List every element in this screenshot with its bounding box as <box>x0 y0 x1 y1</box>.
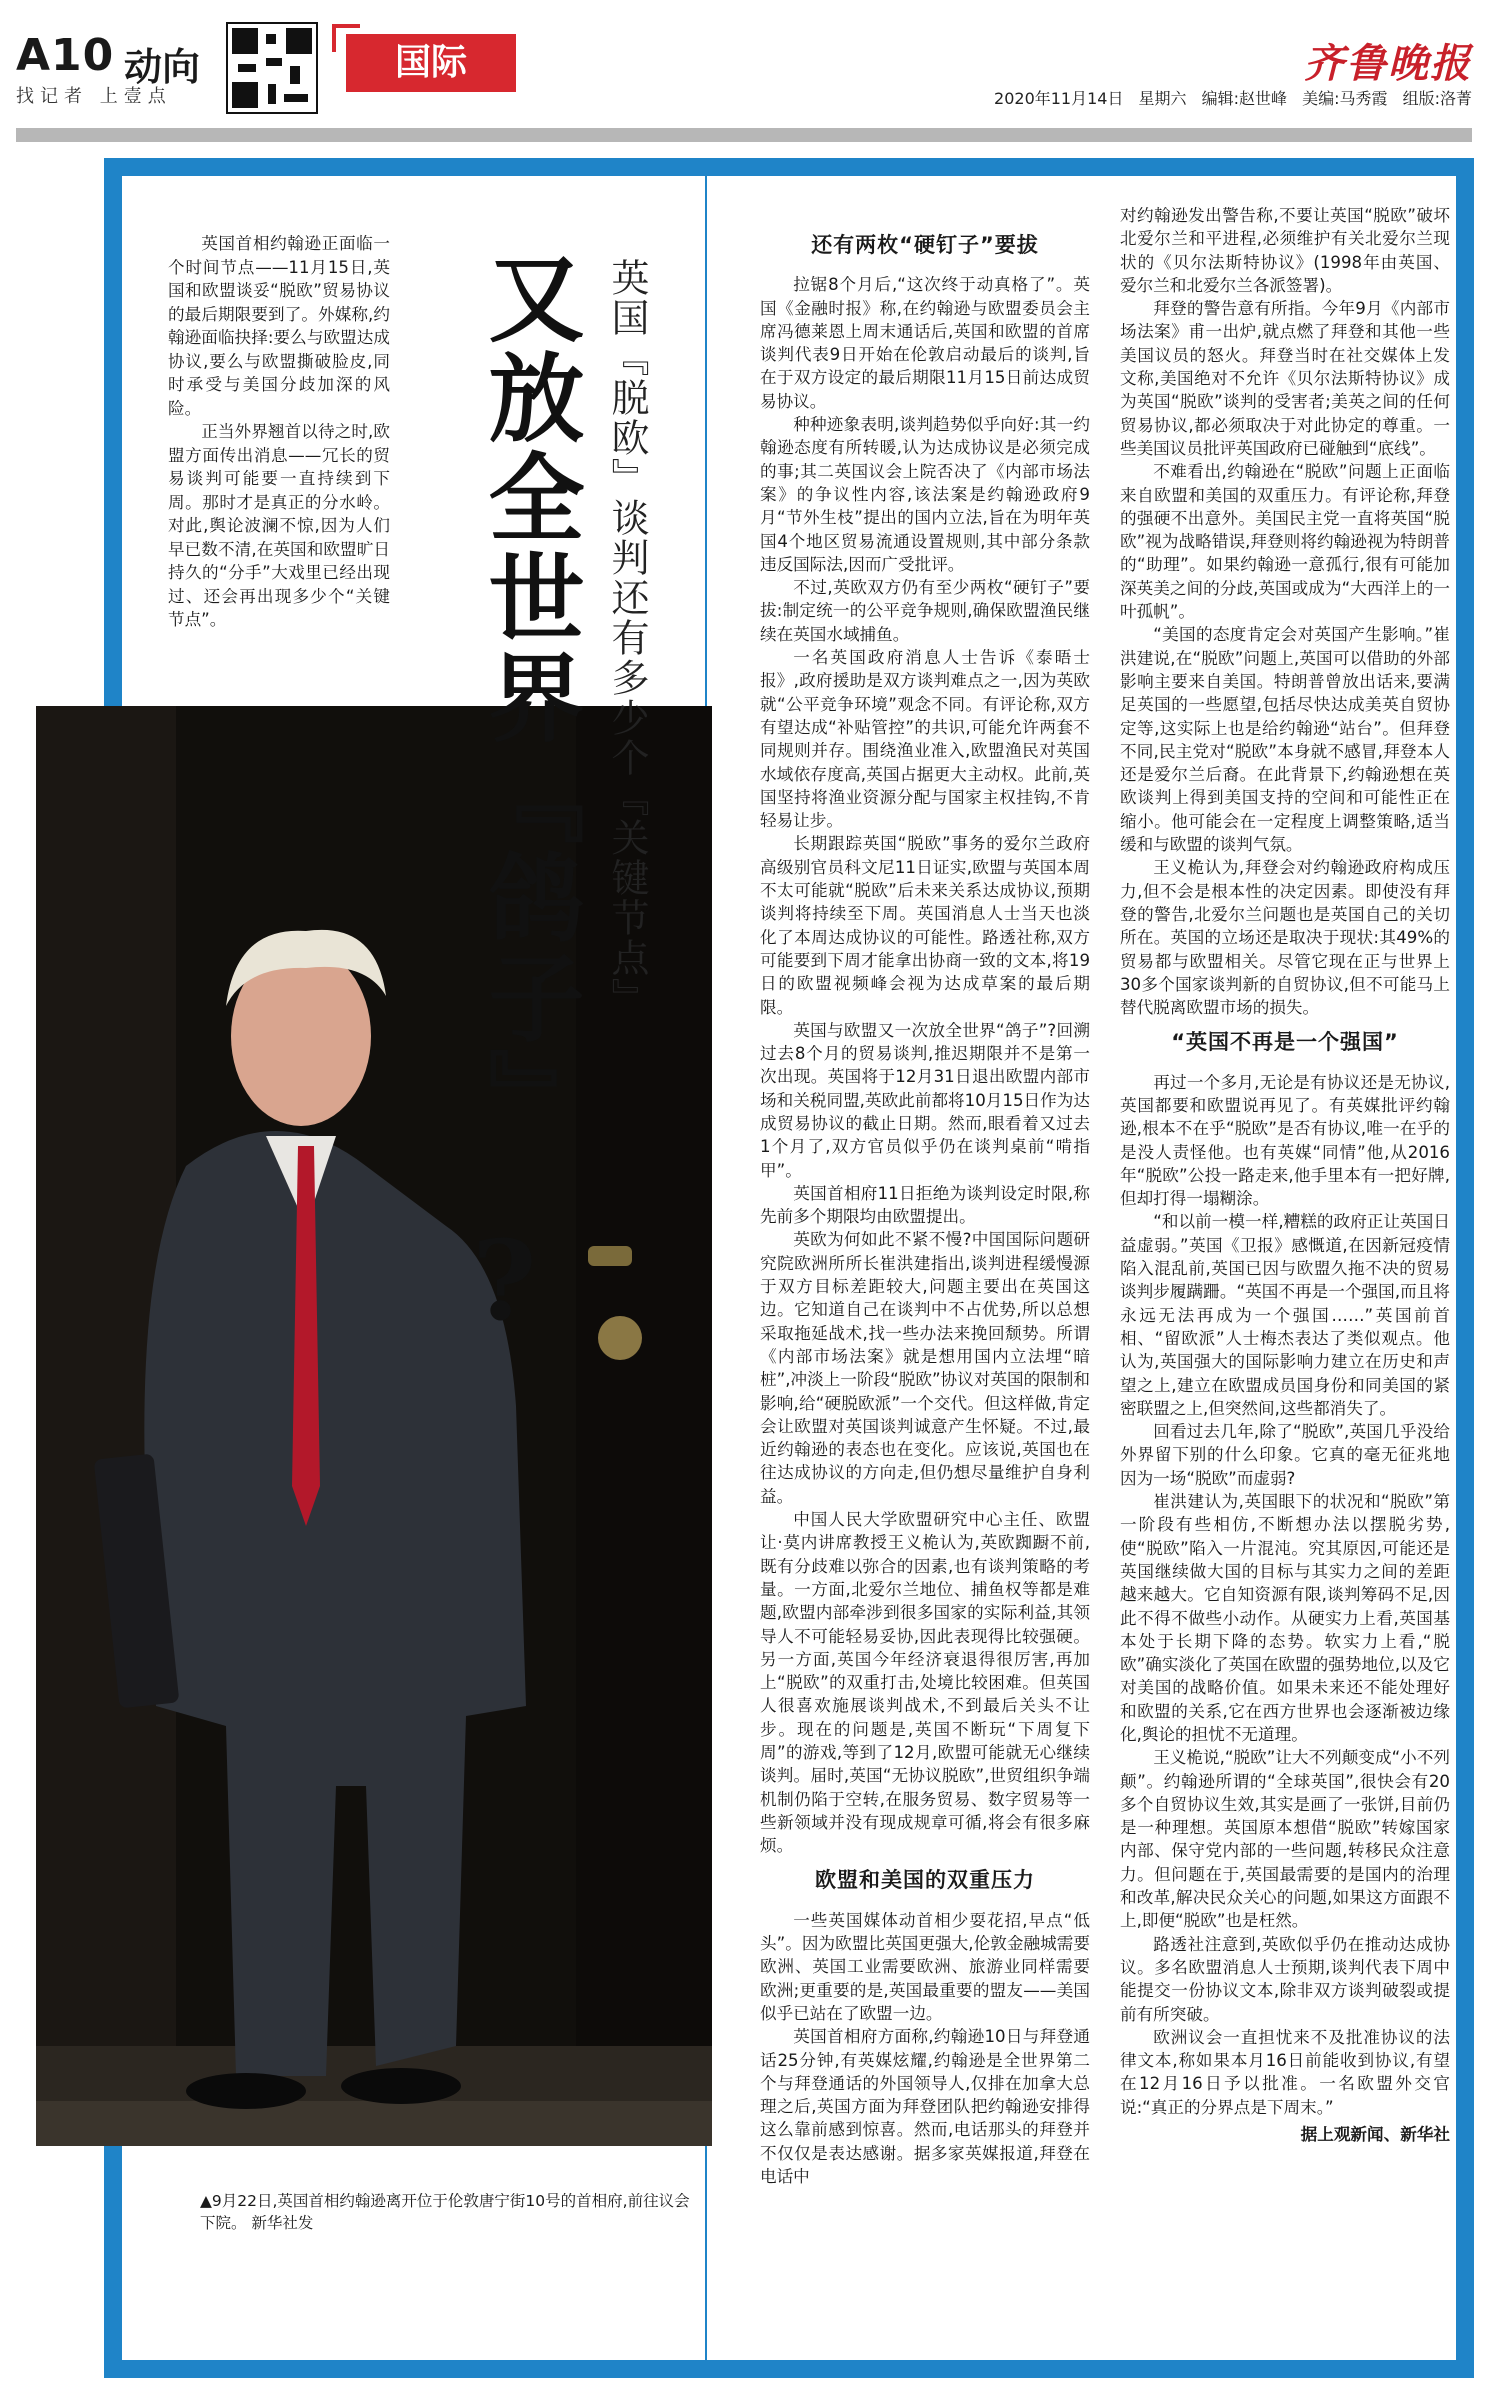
section-title: 欧盟和美国的双重压力 <box>815 1868 1035 1893</box>
body-paragraph: “美国的态度肯定会对英国产生影响。”崔洪建说,在“脱欧”问题上,英国可以借助的外部影响主要来自美国。特朗普曾放出话来,要满足英国的一些愿望,包括尽快达成美英自贸协定等,这实际上也是给约翰逊“站台”。但拜登不同,民主党对“脱欧”本身就不感冒,拜登本人还是爱尔兰后裔。在此背景下,约翰逊想在英欧谈判上得到美国支持的空间和可能性正在缩小。他可能会在一定程度上调整策略,适当缓和与欧盟的谈判气氛。 <box>1120 625 1450 855</box>
body-paragraph: 王义桅说,“脱欧”让大不列颠变成“小不列颠”。约翰逊所谓的“全球英国”,很快会有20多个自贸协议生效,其实是画了一张饼,目前仍是一种理想。英国原本想借“脱欧”转嫁国家内部、保守党内部的一些问题,转移民众注意力。但问题在于,英国最需要的是国内的治理和改革,解决民众关心的问题,如果这方面跟不上,即便“脱欧”也是枉然。 <box>1120 1748 1450 1931</box>
masthead-slogan: 找记者 上壹点 <box>16 86 172 107</box>
body-paragraph: 长期跟踪英国“脱欧”事务的爱尔兰政府高级别官员科文尼11日证实,欧盟与英国本周不太可能就“脱欧”后未来关系达成协议,预期谈判将持续至下周。英国消息人士当天也淡化了本周达成协议的可能性。路透社称,双方可能要到下周才能拿出协商一致的文本,将19日的欧盟视频峰会视为达成草案的最后期限。 <box>760 834 1090 1017</box>
section-title: 还有两枚“硬钉子”要拔 <box>811 233 1039 257</box>
page-number: A10 <box>16 30 115 81</box>
body-paragraph: 路透社注意到,英欧似乎仍在推动达成协议。多名欧盟消息人士预期,谈判代表下周中能提交一份协议文本,除非双方谈判破裂或提前有所突破。 <box>1120 1934 1450 2024</box>
lead-paragraph: 正当外界翘首以待之时,欧盟方面传出消息——冗长的贸易谈判可能要一直持续到下周。那时才是真正的分水岭。对此,舆论波澜不惊,因为人们早已数不清,在英国和欧盟旷日持久的“分手”大戏里已经出现过、还会再出现多少个“关键节点”。 <box>168 422 390 629</box>
body-paragraph: 一名英国政府消息人士告诉《泰晤士报》,政府援助是双方谈判难点之一,因为英欧就“公平竞争环境”观念不同。有评论称,双方有望达成“补贴管控”的共识,可能允许两套不同规则并存。围绕渔业准入,欧盟渔民对英国水域依存度高,英国占据更大主动权。此前,英国坚持将渔业资源分配与国家主权挂钩,不肯轻易让步。 <box>760 648 1090 831</box>
body-paragraph: 对约翰逊发出警告称,不要让英国“脱欧”破坏北爱尔兰和平进程,必须维护有关北爱尔兰现状的《贝尔法斯特协议》(1998年由英国、爱尔兰和北爱尔兰各派签署)。 <box>1120 206 1450 295</box>
newspaper-logo: 齐鲁晚报 <box>1304 40 1472 87</box>
body-paragraph: 拜登的警告意有所指。今年9月《内部市场法案》甫一出炉,就点燃了拜登和其他一些美国议员的怒火。拜登当时在社交媒体上发文称,美国绝对不允许《贝尔法斯特协议》成为英国“脱欧”谈判的受害者;美英之间的任何贸易协议,都必须取决于对此协定的尊重。一些美国议员批评英国政府已碰触到“底线”。 <box>1120 299 1450 458</box>
dateline: 2020年11月14日 星期六 编辑:赵世峰 美编:马秀霞 组版:洛菁 <box>994 89 1472 108</box>
body-paragraph: 英国与欧盟又一次放全世界“鸽子”?回溯过去8个月的贸易谈判,推迟期限并不是第一次出现。英国将于12月31日退出欧盟内部市场和关税同盟,英欧此前都将10月15日作为达成贸易协议的截止日期。然而,眼看着又过去1个月了,双方官员似乎仍在谈判桌前“啃指甲”。 <box>760 1020 1090 1180</box>
body-paragraph: 拉锯8个月后,“这次终于动真格了”。英国《金融时报》称,在约翰逊与欧盟委员会主席冯德莱恩上周末通话后,英国和欧盟的首席谈判代表9日开始在伦敦启动最后的谈判,旨在于双方设定的最后期限11月15日前达成贸易协议。 <box>760 275 1090 411</box>
body-paragraph: 不难看出,约翰逊在“脱欧”问题上正面临来自欧盟和美国的双重压力。有评论称,拜登的强硬不出意外。美国民主党一直将英国“脱欧”视为战略错误,拜登则将约翰逊视为特朗普的“助理”。如果约翰逊一意孤行,很有可能加深英美之间的分歧,英国或成为“大西洋上的一叶孤帆”。 <box>1120 462 1450 622</box>
lead-paragraph: 英国首相约翰逊正面临一个时间节点——11月15日,英国和欧盟谈妥“脱欧”贸易协议的最后期限要到了。外媒称,约翰逊面临抉择:要么与欧盟达成协议,要么与欧盟撕破脸皮,同时承受与美国分歧加深的风险。 <box>168 234 390 418</box>
body-paragraph: 一些英国媒体动首相少耍花招,早点“低头”。因为欧盟比英国更强大,伦敦金融城需要欧洲、英国工业需要欧洲、旅游业同样需要欧洲;更重要的是,英国最重要的盟友——美国似乎已站在了欧盟一边。 <box>760 1910 1090 2023</box>
body-paragraph: 英欧为何如此不紧不慢?中国国际问题研究院欧洲所所长崔洪建指出,谈判进程缓慢源于双方目标差距较大,问题主要出在英国这边。它知道自己在谈判中不占优势,所以总想采取拖延战术,找一些办法来挽回颓势。所谓《内部市场法案》就是想用国内立法埋“暗桩”,冲淡上一阶段“脱欧”协议对英国的限制和影响,给“硬脱欧派”一个交代。但这样做,肯定会让欧盟对英国谈判诚意产生怀疑。不过,最近约翰逊的表态也在变化。应该说,英国也在往达成协议的方向走,但仍想尽量维护自身利益。 <box>760 1230 1090 1506</box>
body-paragraph: 不过,英欧双方仍有至少两枚“硬钉子”要拔:制定统一的公平竞争规则,确保欧盟渔民继续在英国水域捕鱼。 <box>760 578 1090 644</box>
headline-question-mark: ? <box>472 1216 537 1345</box>
header-rule <box>16 128 1472 142</box>
article-lead <box>168 232 390 632</box>
body-paragraph: 欧洲议会一直担忧来不及批准协议的法律文本,称如果本月16日前能收到协议,有望在12月16日予以批准。一名欧盟外交官说:“真正的分界点是下周末。” <box>1120 2027 1450 2117</box>
sub-headline: 英国『脱欧』谈判还有多少个『关键节点』 <box>605 258 649 1018</box>
byline: 据上观新闻、新华社 <box>1300 2125 1450 2145</box>
body-paragraph: 回看过去几年,除了“脱欧”,英国几乎没给外界留下别的什么印象。它真的毫无征兆地因为一场“脱欧”而虚弱? <box>1120 1422 1450 1488</box>
main-headline: 又放全世界『鸽子』 <box>473 248 586 1148</box>
body-paragraph: 种种迹象表明,谈判趋势似乎向好:其一约翰逊态度有所转暖,认为达成协议是必须完成的事;其二英国议会上院否决了《内部市场法案》的争议性内容,该法案是约翰逊政府9月“节外生枝”提出的国内立法,旨在为明年英国4个地区贸易流通设置规则,其中部分条款违反国际法,因而广受批评。 <box>760 415 1090 574</box>
photo-caption: ▲9月22日,英国首相约翰逊离开位于伦敦唐宁街10号的首相府,前往议会下院。 新华社发 <box>200 2192 690 2232</box>
section-tag: 国际 <box>346 34 516 92</box>
body-paragraph: 王义桅认为,拜登会对约翰逊政府构成压力,但不会是根本性的决定因素。即使没有拜登的警告,北爱尔兰问题也是英国自己的关切所在。英国的立场还是取决于现状:其49%的贸易都与欧盟相关。尽管它现在正与世界上30多个国家谈判新的自贸协议,但不可能马上替代脱离欧盟市场的损失。 <box>1120 858 1450 1018</box>
body-paragraph: 再过一个多月,无论是有协议还是无协议,英国都要和欧盟说再见了。有英媒批评约翰逊,根本不在乎“脱欧”是否有协议,唯一在乎的是没人责怪他。也有英媒“同情”他,从2016年“脱欧”公投一路走来,他手里本有一把好牌,但却打得一塌糊涂。 <box>1120 1072 1450 1209</box>
masthead <box>16 22 1472 118</box>
body-paragraph: “和以前一模一样,糟糕的政府正让英国日益虚弱。”英国《卫报》感慨道,在因新冠疫情陷入混乱前,英国已因与欧盟久拖不决的贸易谈判步履蹒跚。“英国不再是一个强国,而且将永远无法再成为一个强国……”英国前首相、“留欧派”人士梅杰表达了类似观点。他认为,英国强大的国际影响力建立在历史和声望之上,建立在欧盟成员国身份和同美国的紧密联盟之上,但突然间,这些都消失了。 <box>1120 1212 1450 1418</box>
section-title: “英国不再是一个强国” <box>1171 1030 1399 1055</box>
article-column-1 <box>760 222 1090 2188</box>
qr-code-icon[interactable] <box>226 22 318 114</box>
section-name: 动向 <box>124 45 201 89</box>
body-paragraph: 中国人民大学欧盟研究中心主任、欧盟让·莫内讲席教授王义桅认为,英欧踟蹰不前,既有分歧难以弥合的因素,也有谈判策略的考量。一方面,北爱尔兰地位、捕鱼权等都是难题,欧盟内部牵涉到很多国家的实际利益,其领导人不可能轻易妥协,因此表现得比较强硬。另一方面,英国今年经济衰退得很厉害,再加上“脱欧”的双重打击,处境比较困难。但英国人很喜欢施展谈判战术,不到最后关头不让步。现在的问题是,英国不断玩“下周复下周”的游戏,等到了12月,欧盟可能就无心继续谈判。届时,英国“无协议脱欧”,世贸组织争端机制仍陷于空转,在服务贸易、数字贸易等一些新领域并没有现成规章可循,将会有很多麻烦。 <box>760 1510 1090 1856</box>
body-paragraph: 英国首相府11日拒绝为谈判设定时限,称先前多个期限均由欧盟提出。 <box>760 1183 1090 1227</box>
article-column-2 <box>1120 204 1450 2146</box>
body-paragraph: 崔洪建认为,英国眼下的状况和“脱欧”第一阶段有些相仿,不断想办法以摆脱劣势,使“脱欧”陷入一片混沌。究其原因,可能还是英国继续做大国的目标与其实力之间的差距越来越大。它自知资源有限,谈判筹码不足,因此不得不做些小动作。从硬实力上看,英国基本处于长期下降的态势。软实力上看,“脱欧”确实淡化了英国在欧盟的强势地位,以及它对美国的战略价值。如果未来还不能处理好和欧盟的关系,它在西方世界也会逐渐被边缘化,舆论的担忧不无道理。 <box>1120 1492 1450 1744</box>
body-paragraph: 英国首相府方面称,约翰逊10日与拜登通话25分钟,有英媒炫耀,约翰逊是全世界第二个与拜登通话的外国领导人,仅排在加拿大总理之后,英国方面为拜登团队把约翰逊安排得这么靠前感到惊喜。然而,电话那头的拜登并不仅仅是表达感谢。据多家英媒报道,拜登在电话中 <box>760 2027 1090 2187</box>
